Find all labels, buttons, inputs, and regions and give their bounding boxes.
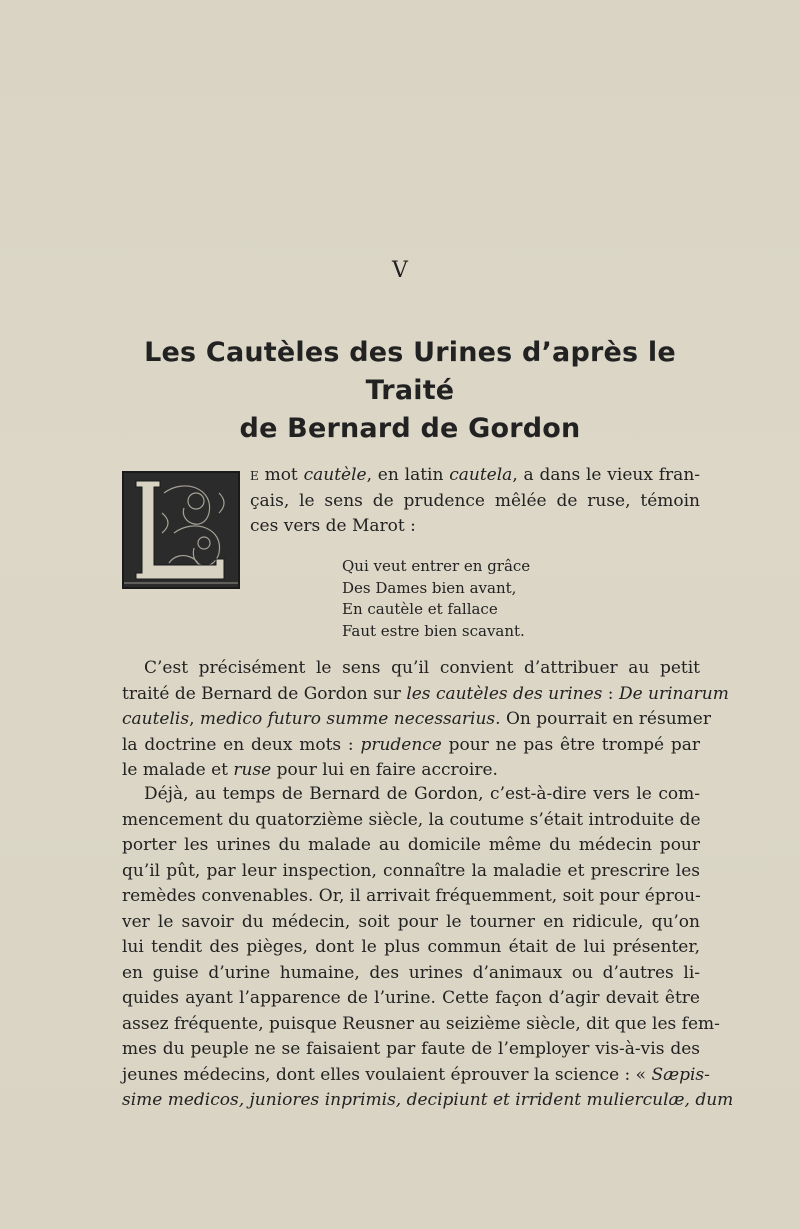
chapter-number: V bbox=[392, 258, 408, 283]
poem-line: Qui veut entrer en grâce bbox=[342, 557, 531, 575]
poem-line: Des Dames bien avant, bbox=[342, 578, 517, 597]
para3-line: jeunes médecins, dont elles voulaient éprouver la science : « Sæpis- bbox=[122, 1064, 710, 1085]
poem-quote bbox=[342, 556, 530, 642]
para3-line: ver le savoir du médecin, soit pour le tourner en ridicule, qu’on bbox=[122, 911, 700, 932]
intro-line-2: çais, le sens de prudence mêlée de ruse, témoin bbox=[250, 490, 700, 511]
para3-line: quides ayant l’apparence de l’urine. Cette façon d’agir devait être bbox=[122, 988, 700, 1008]
poem-line: Faut estre bien scavant. bbox=[342, 621, 525, 640]
intro-line-3: ces vers de Marot : bbox=[250, 516, 416, 536]
paragraph-2 bbox=[122, 656, 729, 784]
para3-line: lui tendit des pièges, dont le plus commun était de lui présenter, bbox=[122, 937, 700, 957]
intro-paragraph bbox=[250, 463, 700, 540]
para3-line: Déjà, au temps de Bernard de Gordon, c’est-à-dire vers le com- bbox=[144, 784, 700, 804]
para2-line: le malade et ruse pour lui en faire accroire. bbox=[122, 760, 498, 780]
para2-line: traité de Bernard de Gordon sur les cautèles des urines : De urinarum bbox=[122, 683, 729, 704]
para3-line: qu’il pût, par leur inspection, connaître la maladie et prescrire les bbox=[122, 860, 700, 881]
para3-line: sime medicos, juniores inprimis, decipiunt et irrident mulierculæ, dum bbox=[122, 1090, 734, 1110]
para3-line: remèdes convenables. Or, il arrivait fréquemment, soit pour éprou- bbox=[122, 886, 701, 906]
para2-line: la doctrine en deux mots : prudence pour ne pas être trompé par bbox=[122, 734, 700, 755]
para3-line: assez fréquente, puisque Reusner au seizième siècle, dit que les fem- bbox=[122, 1013, 720, 1034]
para3-line: mes du peuple ne se faisaient par faute de l’employer vis-à-vis des bbox=[122, 1039, 700, 1059]
title-line-2: de Bernard de Gordon bbox=[239, 413, 581, 444]
title-line-1: Les Cautèles des Urines d’après le Traité bbox=[144, 337, 676, 406]
poem-line: En cautèle et fallace bbox=[342, 600, 498, 618]
para3-line: porter les urines du malade au domicile même du médecin pour bbox=[122, 835, 700, 855]
para2-line: cautelis, medico futuro summe necessarius. On pourrait en résumer bbox=[122, 709, 711, 729]
para3-line: en guise d’urine humaine, des urines d’animaux ou d’autres li- bbox=[122, 962, 700, 983]
chapter-title bbox=[100, 334, 720, 448]
para3-line: mencement du quatorzième siècle, la coutume s’était introduite de bbox=[122, 809, 701, 830]
para2-line: C’est précisément le sens qu’il convient d’attribuer au petit bbox=[144, 658, 700, 678]
intro-line-1: e mot cautèle, en latin cautela, a dans le vieux fran- bbox=[250, 465, 701, 485]
ornamental-initial-l-icon bbox=[122, 471, 240, 589]
paragraph-3 bbox=[122, 782, 734, 1114]
